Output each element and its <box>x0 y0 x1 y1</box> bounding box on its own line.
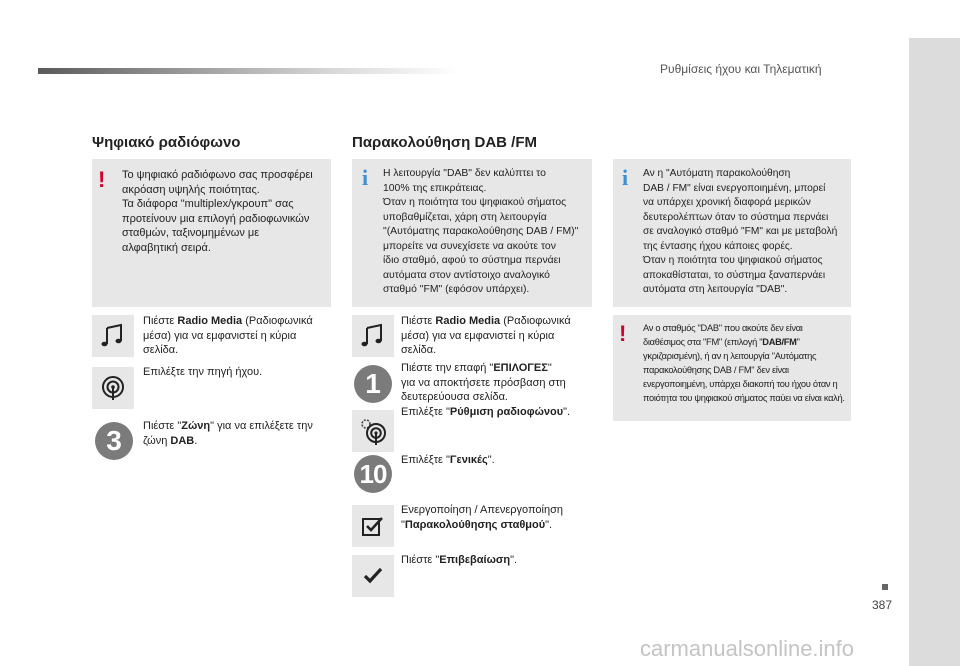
checkbox-toggle-icon <box>352 505 394 547</box>
page-number: 387 <box>872 598 893 612</box>
checkmark-icon <box>352 555 394 597</box>
middle-step-5: Πιέστε "Επιβεβαίωση". <box>401 554 518 566</box>
page-marker <box>882 584 888 590</box>
left-step-2: Επιλέξτε την πηγή ήχου. <box>143 366 263 378</box>
info-icon: i <box>622 165 629 190</box>
left-step-3: Πιέστε "Ζώνη" για να επιλέξετε την ζώνη DAB. <box>143 420 313 447</box>
middle-step-3: Επιλέξτε "Γενικές". <box>401 454 495 466</box>
dab-unavailable-warning-text: Αν ο σταθμός "DAB" που ακούτε δεν είναι διαθέσιμος στα "FM" (επιλογή "DAB/FM" γκριζαρισμένη), ή αν η λειτουργία "Αυτόματης παρακολούθησης DAB / FM" δεν είναι ενεργοποιημένη, υπάρχει διακοπή του ήχου όταν η ποιότητα του ψηφιακού σήματος παύει να είναι καλή. <box>643 323 845 403</box>
dab-coverage-info-box <box>352 159 592 307</box>
middle-step-1: Πιέστε Radio Media (Ραδιοφωνικά μέσα) για να εμφανιστεί η κύρια σελίδα. <box>401 315 571 356</box>
page-side-tab <box>909 38 960 666</box>
warning-icon: ! <box>619 321 627 346</box>
radio-source-icon <box>92 367 134 409</box>
header-bar <box>38 68 458 74</box>
radio-settings-icon <box>352 410 394 452</box>
number-10-badge: 10 <box>354 455 392 493</box>
digital-radio-warning-box <box>92 159 331 307</box>
watermark: carmanualsonline.info <box>640 636 855 661</box>
info-icon: i <box>362 165 369 190</box>
number-3-badge: 3 <box>95 422 133 460</box>
auto-tracking-info-box <box>613 159 851 307</box>
left-step-1: Πιέστε Radio Media (Ραδιοφωνικά μέσα) για να εμφανιστεί η κύρια σελίδα. <box>143 315 313 356</box>
music-note-icon <box>352 315 394 357</box>
dab-coverage-info-text: Η λειτουργία "DAB" δεν καλύπτει το 100% της επικράτειας. Όταν η ποιότητα του ψηφιακού σήματος υποβαθμίζεται, χάρη στη λειτουργία "(Αυτόματης παρακολούθησης DAB / FM)" μπορείτε να συνεχίσετε να ακούτε τον ίδιο σταθμό, αφού το σύστημα περνάει αυτόματα στον αντίστοιχο αναλογικό σταθμό "FM" (εφόσον υπάρχει). <box>383 168 579 295</box>
digital-radio-warning-text: Το ψηφιακό ραδιόφωνο σας προσφέρει ακρόαση υψηλής ποιότητας. Τα διάφορα "multiplex/γκρουπ" σας προτείνουν μια επιλογή ραδιοφωνικών σταθμών, ταξινομημένων με αλφαβητική σειρά. <box>122 169 313 254</box>
middle-step-4: Ενεργοποίηση / Απενεργοποίηση "Παρακολούθησης σταθμού". <box>401 504 564 531</box>
middle-step-2: Πιέστε την επαφή "ΕΠΙΛΟΓΕΣ" για να αποκτήσετε πρόσβαση στη δευτερεύουσα σελίδα. Επιλέξτε "Ρύθμιση ραδιοφώνου". <box>401 362 571 418</box>
section-title: Ρυθμίσεις ήχου και Τηλεματική <box>660 62 822 76</box>
number-1-badge: 1 <box>354 365 392 403</box>
auto-tracking-info-text: Αν η "Αυτόματη παρακολούθηση DAB / FM" είναι ενεργοποιημένη, μπορεί να υπάρχει χρονική διαφορά μερικών δευτερολέπτων όταν το σύστημα περνάει σε αναλογικό σταθμό "FM" και με μεταβολή της έντασης ήχου κάποιες φορές. Όταν η ποιότητα του ψηφιακού σήματος αποκαθίσταται, το σύστημα ξαναπερνάει αυτόματα στη λειτουργία "DAB". <box>643 168 838 295</box>
music-note-icon <box>92 315 134 357</box>
dab-unavailable-warning-box <box>613 315 851 421</box>
warning-icon: ! <box>98 167 106 192</box>
dab-fm-heading: Παρακολούθηση DAB /FM <box>352 134 537 151</box>
digital-radio-heading: Ψηφιακό ραδιόφωνο <box>92 134 241 151</box>
